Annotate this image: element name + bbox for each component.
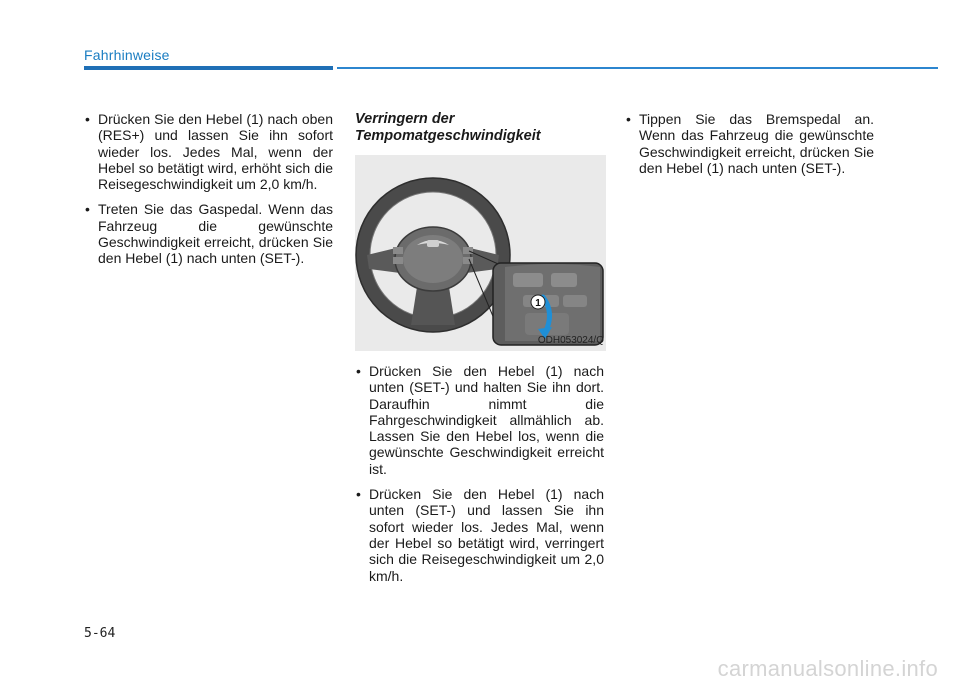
column-1 bbox=[84, 111, 333, 276]
list-item: • Drücken Sie den Hebel (1) nach unten (SET-) und lassen Sie ihn sofort wieder los. Jedes Mal, wenn der Hebel so betätigt wird, verringert sich die Reisegeschwindigkeit um 2,0 km/h. bbox=[355, 486, 604, 584]
list-item: • Drücken Sie den Hebel (1) nach oben (RES+) und lassen Sie ihn sofort wieder los. Jedes Mal, wenn der Hebel so betätigt wird, erhöht sich die Reisegeschwindigkeit um 2,0 km/h. bbox=[84, 111, 333, 192]
section-heading-line: Tempomatgeschwindigkeit bbox=[355, 128, 541, 144]
column-2 bbox=[355, 111, 604, 593]
watermark: carmanualsonline.info bbox=[717, 656, 938, 681]
column-3 bbox=[625, 111, 874, 185]
figure-code: ODH053024/Q bbox=[537, 334, 604, 346]
page-number: 5-64 bbox=[84, 626, 116, 641]
header-rule bbox=[337, 67, 938, 69]
figure-callout-label: 1 bbox=[535, 298, 541, 309]
list-item: • Treten Sie das Gaspedal. Wenn das Fahrzeug die gewünschte Geschwindigkeit erreicht, drücken Sie den Hebel (1) nach unten (SET-). bbox=[84, 201, 333, 266]
header-rule-accent bbox=[84, 66, 333, 70]
section-heading bbox=[355, 111, 604, 145]
steering-wheel-illustration bbox=[355, 155, 606, 351]
section-title: Fahrhinweise bbox=[84, 47, 170, 63]
steering-wheel-figure bbox=[355, 155, 606, 351]
section-heading-line: Verringern der bbox=[355, 111, 455, 127]
list-item: • Tippen Sie das Bremspedal an. Wenn das Fahrzeug die gewünschte Geschwindigkeit erreicht, drücken Sie den Hebel (1) nach unten (SET-). bbox=[625, 111, 874, 176]
list-item: • Drücken Sie den Hebel (1) nach unten (SET-) und halten Sie ihn dort. Daraufhin nimmt die Fahrgeschwindigkeit allmählich ab. Lassen Sie den Hebel los, wenn die gewünschte Geschwindigkeit erreicht ist. bbox=[355, 363, 604, 477]
